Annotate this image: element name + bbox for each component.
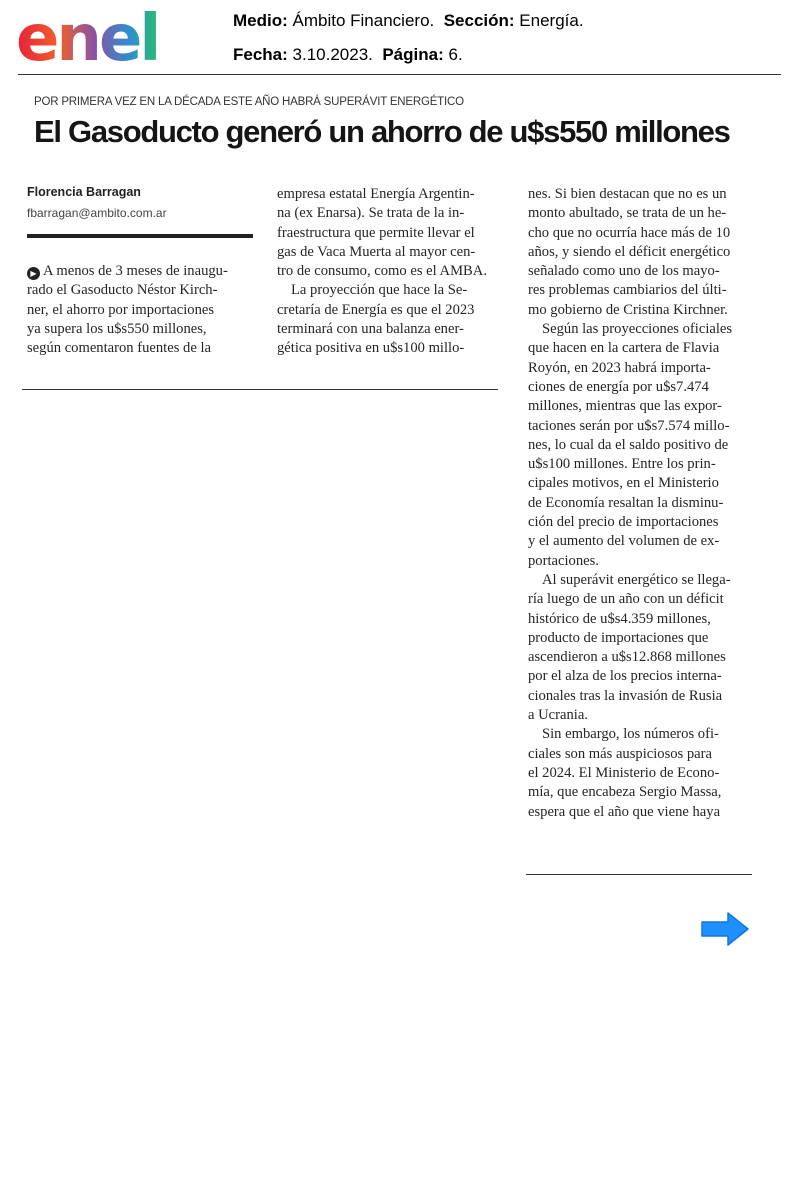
author-divider <box>27 234 253 238</box>
column-line: gas de Vaca Muerta al mayor cen- <box>277 243 476 260</box>
column-line: millones, mientras que las expor- <box>528 398 722 415</box>
column-line: ner, el ahorro por importaciones <box>27 301 215 318</box>
column-line: histórico de u$s4.359 millones, <box>528 610 711 627</box>
article-headline: El Gasoducto generó un ahorro de u$s550 millones <box>34 114 730 149</box>
right-arrow-icon[interactable] <box>700 911 750 947</box>
column-line: de Economía resaltan la disminu- <box>528 494 724 511</box>
column-line: a Ucrania. <box>528 707 588 724</box>
column-line: rado el Gasoducto Néstor Kirch- <box>27 282 218 299</box>
column-line: señalado como uno de los mayo- <box>528 263 720 280</box>
column-line: mo gobierno de Cristina Kirchner. <box>528 301 728 318</box>
column-line: ascendieron a u$s12.868 millones <box>528 649 726 666</box>
column-line: mía, que encabeza Sergio Massa, <box>528 784 722 801</box>
column-line: ▶ A menos de 3 meses de inaugu- <box>27 262 255 281</box>
column-line: La proyección que hace la Se- <box>291 282 468 299</box>
column-line: que hacen en la cartera de Flavia <box>528 340 720 357</box>
column-line: ciales son más auspiciosos para <box>528 745 712 762</box>
seccion-label: Sección: <box>443 11 515 30</box>
column-line: espera que el año que viene haya <box>528 803 721 820</box>
medio-label: Medio: <box>233 11 288 30</box>
column-line: cionales tras la invasión de Rusia <box>528 687 723 704</box>
column-line: Según las proyecciones oficiales <box>542 321 733 338</box>
column-line: cretaría de Energía es que el 2023 <box>277 301 475 318</box>
article-kicker: POR PRIMERA VEZ EN LA DÉCADA ESTE AÑO HABRÁ SUPERÁVIT ENERGÉTICO <box>34 96 464 108</box>
pagina-label: Página: <box>382 45 444 64</box>
column-line: ría luego de un año con un déficit <box>528 591 724 608</box>
column-line: Al superávit energético se llega- <box>542 571 731 588</box>
column-line: por el alza de los precios interna- <box>528 668 722 685</box>
column-line: y el aumento del volumen de ex- <box>528 533 720 550</box>
column-line: nes, lo cual da el saldo positivo de <box>528 436 729 453</box>
column-line: gética positiva en u$s100 millo- <box>277 340 465 357</box>
column-line: res problemas cambiarios del últi- <box>528 282 727 299</box>
author-email: fbarragan@ambito.com.ar <box>27 206 167 220</box>
column-line: tro de consumo, como es el AMBA. <box>277 263 487 280</box>
seccion-value: Energía. <box>519 11 584 30</box>
column-line: cipales motivos, en el Ministerio <box>528 475 719 492</box>
author-name: Florencia Barragan <box>27 185 141 199</box>
column-line: ya supera los u$s550 millones, <box>27 320 207 337</box>
enel-logo <box>16 4 182 68</box>
column-line: portaciones. <box>528 552 599 569</box>
column-line: ción del precio de importaciones <box>528 514 719 531</box>
meta-line-2 <box>233 45 463 65</box>
column-line: taciones serán por u$s7.574 millo- <box>528 417 730 434</box>
svg-text:enel: enel <box>16 4 159 68</box>
column-line: na (ex Enarsa). Se trata de la in- <box>277 205 465 222</box>
column-divider-left <box>22 389 498 390</box>
column-line: ciones de energía por u$s7.474 <box>528 378 709 395</box>
article-column-3 <box>528 185 758 822</box>
column-divider-right <box>526 874 752 875</box>
column-line: fraestructura que permite llevar el <box>277 224 475 241</box>
pagina-value: 6. <box>448 45 463 64</box>
column-line: años, y siendo el déficit energético <box>528 243 731 260</box>
column-line: monto abultado, se trata de un he- <box>528 205 727 222</box>
column-line: u$s100 millones. Entre los prin- <box>528 456 716 473</box>
column-line: el 2024. El Ministerio de Econo- <box>528 764 720 781</box>
article-column-1 <box>27 262 255 358</box>
fecha-value: 3.10.2023. <box>292 45 373 64</box>
column-line: según comentaron fuentes de la <box>27 340 211 357</box>
fecha-label: Fecha: <box>233 45 288 64</box>
bullet-arrow-icon: ▶ <box>27 267 40 280</box>
column-line: Sin embargo, los números ofi- <box>542 726 719 743</box>
article-column-2 <box>277 185 505 359</box>
column-line: cho que no ocurría hace más de 10 <box>528 224 731 241</box>
column-line: nes. Si bien destacan que no es un <box>528 186 727 202</box>
medio-value: Ámbito Financiero. <box>292 11 435 30</box>
header-divider <box>18 74 781 75</box>
column-line: terminará con una balanza ener- <box>277 321 464 338</box>
meta-line-1 <box>233 11 584 31</box>
column-line: producto de importaciones que <box>528 629 709 646</box>
column-line: Royón, en 2023 habrá importa- <box>528 359 711 376</box>
column-line: empresa estatal Energía Argentin- <box>277 186 475 202</box>
